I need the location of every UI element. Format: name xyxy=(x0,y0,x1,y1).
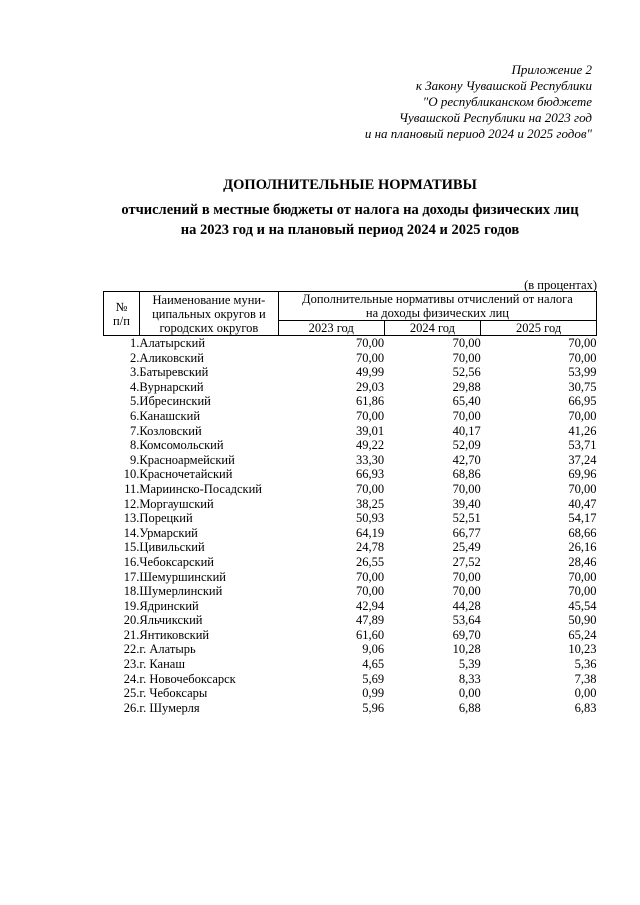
annex-block xyxy=(272,62,592,142)
table-row xyxy=(104,570,597,585)
row-value-2025: 30,75 xyxy=(568,379,597,394)
table-row xyxy=(104,584,597,599)
row-name: г. Новочебоксарск xyxy=(139,671,236,686)
row-value-2025: 37,24 xyxy=(568,452,597,467)
row-name: Красночетайский xyxy=(139,467,233,482)
row-value-2024: 52,51 xyxy=(452,511,481,526)
row-value-2025: 70,00 xyxy=(568,569,597,584)
row-name: Яльчикский xyxy=(139,613,203,628)
document-subtitle-period: на 2023 год и на плановый период 2024 и 2025 годов xyxy=(180,222,520,238)
row-number: 20. xyxy=(123,613,140,628)
row-value-2025: 7,38 xyxy=(574,671,597,686)
row-name: Цивильский xyxy=(139,540,205,555)
row-number: 7. xyxy=(130,423,140,438)
row-name: Мариинско-Посадский xyxy=(139,481,262,496)
row-value-2025: 70,00 xyxy=(568,481,597,496)
row-value-2024: 10,28 xyxy=(452,642,481,657)
table-row xyxy=(104,628,597,643)
row-value-2024: 6,88 xyxy=(458,700,481,715)
row-value-2025: 54,17 xyxy=(568,511,597,526)
table-row xyxy=(104,613,597,628)
row-value-2023: 42,94 xyxy=(355,598,385,613)
row-value-2023: 70,00 xyxy=(355,569,385,584)
table-row xyxy=(104,540,597,555)
row-name: Батыревский xyxy=(139,365,209,380)
row-value-2025: 70,00 xyxy=(568,408,597,423)
row-number: 25. xyxy=(123,686,140,701)
row-name: Красноармейский xyxy=(139,452,235,467)
table-row xyxy=(104,365,597,380)
row-name: Комсомольский xyxy=(139,438,224,453)
row-value-2024: 69,70 xyxy=(452,627,481,642)
row-name: Шумерлинский xyxy=(139,584,223,599)
row-value-2024: 66,77 xyxy=(452,525,481,540)
table-row xyxy=(104,351,597,366)
table-row xyxy=(104,336,597,351)
row-value-2025: 6,83 xyxy=(574,700,597,715)
row-name: Урмарский xyxy=(139,525,198,540)
row-value-2024: 29,88 xyxy=(452,379,481,394)
table-row xyxy=(104,526,597,541)
row-value-2024: 52,56 xyxy=(452,365,481,380)
row-value-2025: 10,23 xyxy=(568,642,597,657)
row-number: 11. xyxy=(124,481,140,496)
row-value-2023: 5,69 xyxy=(362,671,385,686)
row-number: 3. xyxy=(130,365,140,380)
table-row xyxy=(104,686,597,701)
row-value-2024: 65,40 xyxy=(452,394,481,409)
row-value-2025: 26,16 xyxy=(568,540,597,555)
row-name: Канашский xyxy=(139,408,201,423)
row-value-2023: 29,03 xyxy=(355,379,385,394)
row-name: г. Шумерля xyxy=(139,700,200,715)
row-name: Янтиковский xyxy=(139,627,210,642)
row-value-2025: 68,66 xyxy=(568,525,597,540)
row-name: Аликовский xyxy=(139,350,204,365)
row-value-2025: 45,54 xyxy=(568,598,597,613)
annex-line: "О республиканском бюджете xyxy=(422,94,592,109)
row-value-2024: 68,86 xyxy=(452,467,481,482)
row-name: Шемуршинский xyxy=(139,569,226,584)
row-value-2024: 70,00 xyxy=(452,569,481,584)
row-value-2023: 38,25 xyxy=(355,496,385,511)
table-row xyxy=(104,642,597,657)
row-value-2024: 25,49 xyxy=(452,540,481,555)
table-row xyxy=(104,701,597,716)
normatives-table xyxy=(103,291,597,715)
table-row xyxy=(104,599,597,614)
row-value-2023: 70,00 xyxy=(355,350,385,365)
header-year-2025: 2025 год xyxy=(481,321,597,336)
row-value-2023: 0,99 xyxy=(362,686,385,701)
row-value-2025: 65,24 xyxy=(568,627,597,642)
row-name: Вурнарский xyxy=(139,379,204,394)
table-row xyxy=(104,497,597,512)
row-value-2024: 5,39 xyxy=(458,657,481,672)
row-name: Порецкий xyxy=(139,511,193,526)
row-value-2023: 70,00 xyxy=(355,481,385,496)
table-row xyxy=(104,394,597,409)
row-number: 14. xyxy=(123,525,140,540)
row-value-2024: 0,00 xyxy=(458,686,481,701)
row-name: Чебоксарский xyxy=(139,554,214,569)
table-row xyxy=(104,482,597,497)
row-value-2025: 0,00 xyxy=(574,686,597,701)
row-value-2024: 8,33 xyxy=(458,671,481,686)
row-value-2024: 52,09 xyxy=(452,438,481,453)
row-value-2024: 70,00 xyxy=(452,584,481,599)
row-number: 22. xyxy=(123,642,140,657)
table-row xyxy=(104,409,597,424)
row-number: 4. xyxy=(130,379,140,394)
row-number: 16. xyxy=(123,554,140,569)
row-name: Козловский xyxy=(139,423,202,438)
row-value-2025: 28,46 xyxy=(568,554,597,569)
row-number: 19. xyxy=(123,598,140,613)
table-row xyxy=(104,424,597,439)
row-number: 5. xyxy=(130,394,140,409)
row-value-2023: 4,65 xyxy=(362,657,385,672)
row-number: 23. xyxy=(123,657,140,672)
row-value-2023: 70,00 xyxy=(355,408,385,423)
row-value-2025: 70,00 xyxy=(568,350,597,365)
document-title: ДОПОЛНИТЕЛЬНЫЕ НОРМАТИВЫ xyxy=(223,177,477,193)
header-year-2024: 2024 год xyxy=(384,321,481,336)
header-number: № п/п xyxy=(104,292,140,336)
row-value-2023: 26,55 xyxy=(355,554,385,569)
table-row xyxy=(104,672,597,687)
row-value-2025: 70,00 xyxy=(568,584,597,599)
table-row xyxy=(104,453,597,468)
row-value-2023: 50,93 xyxy=(355,511,385,526)
row-value-2023: 70,00 xyxy=(355,336,385,350)
row-name: Ибресинский xyxy=(139,394,211,409)
row-number: 17. xyxy=(123,569,140,584)
row-value-2025: 70,00 xyxy=(568,336,597,350)
row-name: Алатырский xyxy=(139,336,206,350)
row-value-2023: 49,22 xyxy=(355,438,385,453)
row-name: г. Канаш xyxy=(139,657,185,672)
row-number: 12. xyxy=(123,496,140,511)
table-row xyxy=(104,467,597,482)
row-value-2024: 42,70 xyxy=(452,452,481,467)
row-value-2025: 66,95 xyxy=(568,394,597,409)
row-name: Моргаушский xyxy=(139,496,214,511)
row-value-2023: 66,93 xyxy=(355,467,385,482)
header-name: Наименование муни- ципальных округов и городских округов xyxy=(139,292,278,336)
row-value-2025: 40,47 xyxy=(568,496,597,511)
row-value-2024: 53,64 xyxy=(452,613,481,628)
row-name: Ядринский xyxy=(139,598,199,613)
row-value-2023: 39,01 xyxy=(355,423,385,438)
table-row xyxy=(104,555,597,570)
row-number: 21. xyxy=(123,627,140,642)
row-value-2023: 24,78 xyxy=(355,540,385,555)
row-value-2024: 27,52 xyxy=(452,554,481,569)
row-value-2024: 44,28 xyxy=(452,598,481,613)
row-number: 10. xyxy=(123,467,140,482)
table-row xyxy=(104,380,597,395)
row-number: 18. xyxy=(123,584,140,599)
row-value-2024: 40,17 xyxy=(452,423,481,438)
table-row xyxy=(104,511,597,526)
row-name: г. Чебоксары xyxy=(139,686,208,701)
row-value-2024: 70,00 xyxy=(452,481,481,496)
row-name: г. Алатырь xyxy=(139,642,196,657)
annex-line: Приложение 2 xyxy=(511,62,592,77)
annex-line: Чувашской Республики на 2023 год xyxy=(399,110,592,125)
row-number: 26. xyxy=(123,700,140,715)
row-value-2023: 33,30 xyxy=(355,452,385,467)
row-number: 1. xyxy=(130,336,140,350)
row-value-2024: 70,00 xyxy=(452,408,481,423)
units-note: (в процентах) xyxy=(524,278,597,292)
row-value-2025: 41,26 xyxy=(568,423,597,438)
row-number: 9. xyxy=(130,452,140,467)
row-number: 8. xyxy=(130,438,140,453)
table-row xyxy=(104,438,597,453)
row-value-2024: 39,40 xyxy=(452,496,481,511)
row-value-2023: 49,99 xyxy=(355,365,385,380)
row-value-2025: 53,71 xyxy=(568,438,597,453)
header-year-2023: 2023 год xyxy=(278,321,384,336)
row-value-2025: 5,36 xyxy=(574,657,597,672)
row-value-2024: 70,00 xyxy=(452,350,481,365)
row-number: 6. xyxy=(130,408,140,423)
row-number: 2. xyxy=(130,350,140,365)
row-value-2023: 61,86 xyxy=(355,394,385,409)
row-value-2023: 64,19 xyxy=(355,525,385,540)
row-number: 15. xyxy=(123,540,140,555)
row-value-2023: 70,00 xyxy=(355,584,385,599)
row-number: 24. xyxy=(123,671,140,686)
table-body xyxy=(104,336,597,716)
row-value-2025: 53,99 xyxy=(568,365,597,380)
row-value-2023: 5,96 xyxy=(362,700,385,715)
row-value-2023: 61,60 xyxy=(355,627,385,642)
row-number: 13. xyxy=(123,511,140,526)
document-subtitle: отчислений в местные бюджеты от налога на доходы физических лиц xyxy=(121,202,579,218)
table-row xyxy=(104,657,597,672)
row-value-2025: 69,96 xyxy=(568,467,597,482)
header-normatives-group: Дополнительные нормативы отчислений от налога на доходы физических лиц xyxy=(278,292,596,321)
row-value-2025: 50,90 xyxy=(568,613,597,628)
annex-line: и на плановый период 2024 и 2025 годов" xyxy=(364,126,592,141)
annex-line: к Закону Чувашской Республики xyxy=(415,78,592,93)
row-value-2023: 47,89 xyxy=(355,613,385,628)
row-value-2023: 9,06 xyxy=(362,642,385,657)
row-value-2024: 70,00 xyxy=(452,336,481,350)
